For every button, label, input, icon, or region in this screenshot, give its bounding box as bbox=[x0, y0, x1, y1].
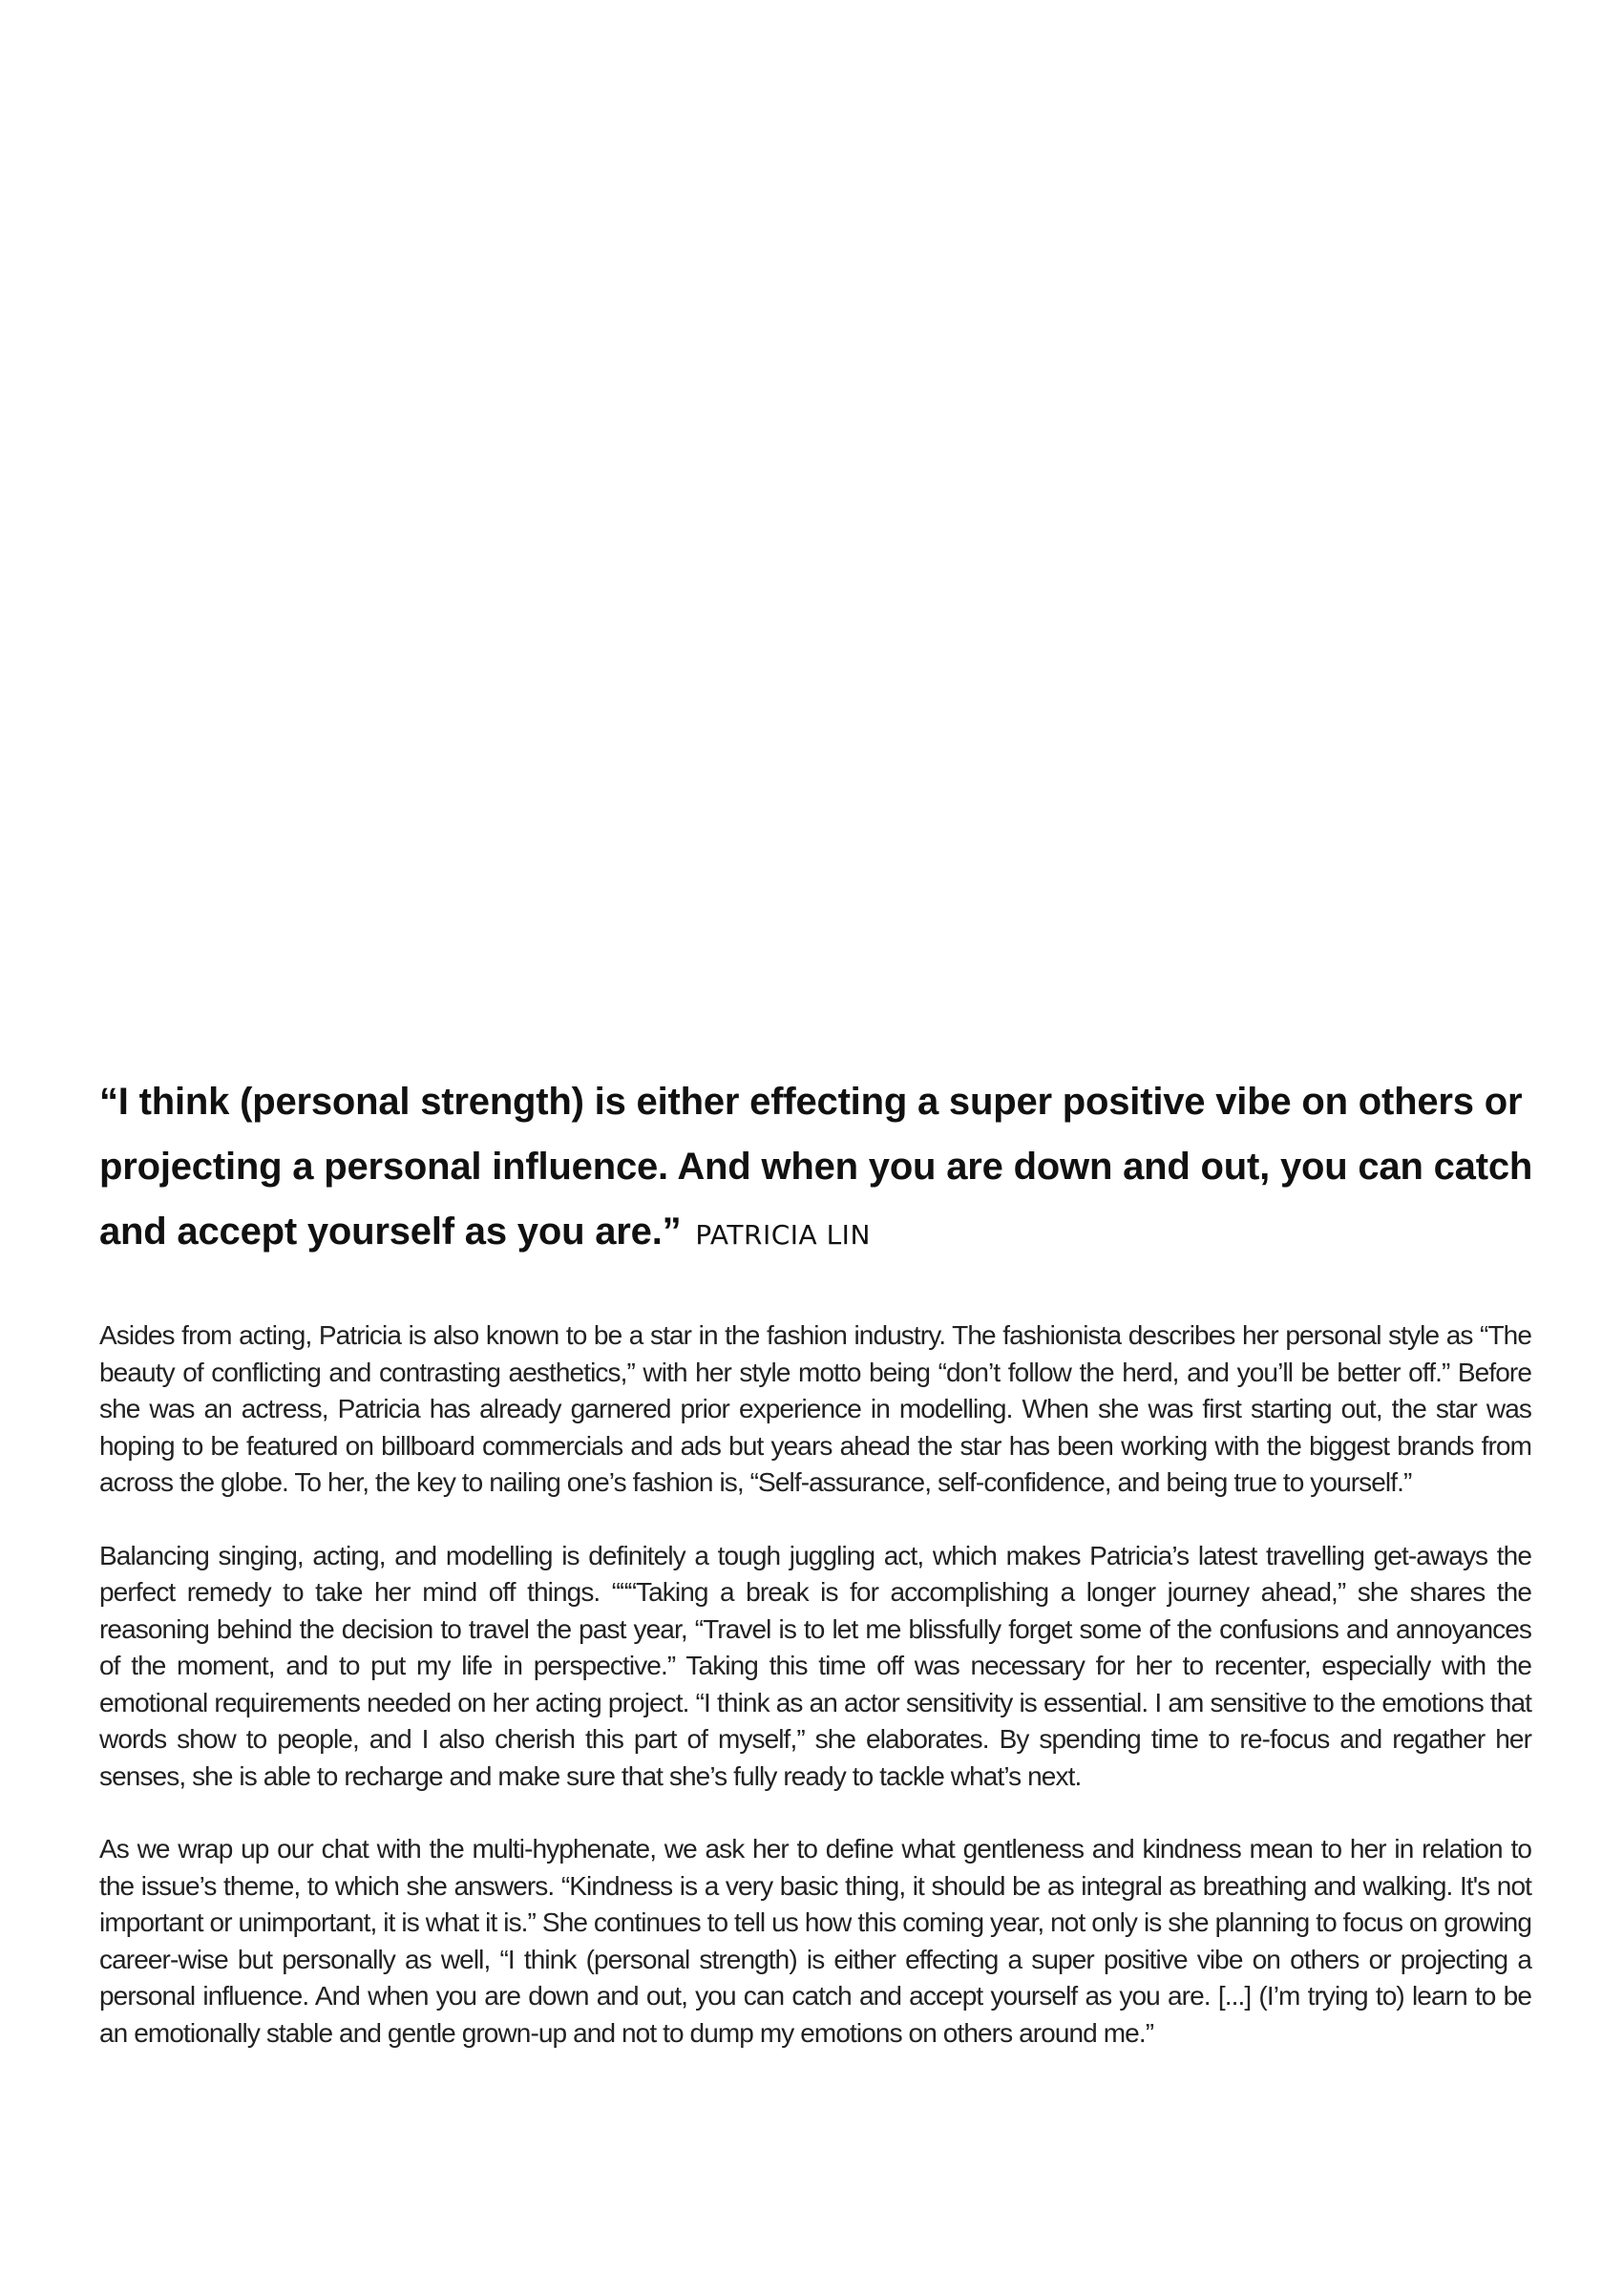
quote-attribution: PATRICIA LIN bbox=[695, 1219, 871, 1251]
pull-quote-text: “I think (personal strength) is either effecting a super positive vibe on others or projecting a personal influence. And when you are down and out, you can catch and accept yourself as you are.” bbox=[99, 1081, 1533, 1253]
body-paragraph: Asides from acting, Patricia is also known to be a star in the fashion industry. The fashionista describes her personal style as “The beauty of conflicting and contrasting aesthetics,” with her style motto being “don’t follow the herd, and you’ll be better off.” Before she was an actress, Patricia has already garnered prior experience in modelling. When she was first starting out, the star was hoping to be featured on billboard commercials and ads but years ahead the star has been working with the biggest brands from across the globe. To her, the key to nailing one’s fashion is, “Self-assurance, self-confidence, and being true to yourself.” bbox=[99, 1320, 1531, 1497]
article-body bbox=[99, 1317, 1531, 2088]
pull-quote bbox=[99, 1069, 1550, 1268]
body-paragraph: Balancing singing, acting, and modelling is definitely a tough juggling act, which makes Patricia’s latest travelling get-aways the perfect remedy to take her mind off things. “““Taking a break is for accomplishing a longer journey ahead,” she shares the reasoning behind the decision to travel the past year, “Travel is to let me blissfully forget some of the confusions and annoyances of the moment, and to put my life in perspective.” Taking this time off was necessary for her to recenter, especially with the emotional requirements needed on her acting project. “I think as an actor sensitivity is essential. I am sensitive to the emotions that words show to people, and I also cherish this part of myself,” she elaborates. By spending time to re-focus and regather her senses, she is able to recharge and make sure that she’s fully ready to tackle what’s next. bbox=[99, 1540, 1531, 1791]
body-paragraph: As we wrap up our chat with the multi-hyphenate, we ask her to define what gentleness and kindness mean to her in relation to the issue’s theme, to which she answers. “Kindness is a very basic thing, it should be as integral as breathing and walking. It's not important or unimportant, it is what it is.” She continues to tell us how this coming year, not only is she planning to focus on growing career-wise but personally as well, “I think (personal strength) is either effecting a super positive vibe on others or projecting a personal influence. And when you are down and out, you can catch and accept yourself as you are. [...] (I’m trying to) learn to be an emotionally stable and gentle grown-up and not to dump my emotions on others around me.” bbox=[99, 1834, 1531, 2048]
